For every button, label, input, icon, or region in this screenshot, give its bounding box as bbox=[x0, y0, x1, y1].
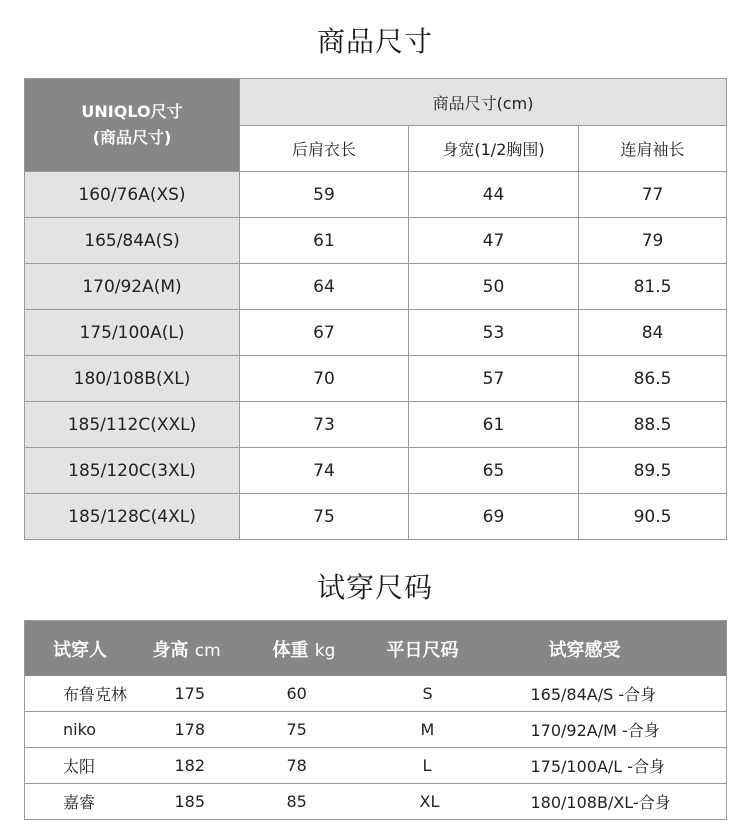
fit-row bbox=[25, 784, 727, 820]
table-cell: 50 bbox=[409, 264, 579, 310]
table-cell: 69 bbox=[409, 494, 579, 540]
header-fit: 试穿感受 bbox=[527, 621, 727, 677]
usual-size-value: S bbox=[385, 676, 527, 712]
fit-header-row bbox=[25, 621, 727, 677]
table-row bbox=[25, 448, 727, 494]
size-chart-table bbox=[24, 78, 727, 540]
table-cell: 73 bbox=[240, 402, 409, 448]
column-header: 身宽(1/2胸围) bbox=[409, 126, 579, 172]
table-cell: 53 bbox=[409, 310, 579, 356]
table-row bbox=[25, 402, 727, 448]
table-cell: 67 bbox=[240, 310, 409, 356]
table-cell: 64 bbox=[240, 264, 409, 310]
table-cell: 81.5 bbox=[579, 264, 727, 310]
fit-value: 180/108B/XL-合身 bbox=[527, 784, 727, 820]
header-weight bbox=[265, 621, 385, 677]
fit-row bbox=[25, 712, 727, 748]
fit-row bbox=[25, 676, 727, 712]
person-name: 嘉睿 bbox=[25, 784, 153, 820]
fit-value: 175/100A/L -合身 bbox=[527, 748, 727, 784]
size-label: 160/76A(XS) bbox=[25, 172, 240, 218]
group-header: 商品尺寸(cm) bbox=[240, 79, 727, 126]
fit-chart-title: 试穿尺码 bbox=[316, 571, 433, 604]
table-cell: 84 bbox=[579, 310, 727, 356]
header-usual-size: 平日尺码 bbox=[385, 621, 527, 677]
table-cell: 77 bbox=[579, 172, 727, 218]
table-row bbox=[25, 310, 727, 356]
table-cell: 65 bbox=[409, 448, 579, 494]
table-cell: 86.5 bbox=[579, 356, 727, 402]
table-row bbox=[25, 356, 727, 402]
size-label: 185/112C(XXL) bbox=[25, 402, 240, 448]
table-cell: 59 bbox=[240, 172, 409, 218]
size-label: 170/92A(M) bbox=[25, 264, 240, 310]
person-name: niko bbox=[25, 712, 153, 748]
height-value: 182 bbox=[153, 748, 265, 784]
table-row bbox=[25, 172, 727, 218]
person-name: 布鲁克林 bbox=[25, 676, 153, 712]
header-height-unit: cm bbox=[194, 640, 221, 661]
fit-value: 165/84A/S -合身 bbox=[527, 676, 727, 712]
size-label: 180/108B(XL) bbox=[25, 356, 240, 402]
size-label: 175/100A(L) bbox=[25, 310, 240, 356]
fit-chart-table bbox=[24, 620, 727, 820]
column-header: 后肩衣长 bbox=[240, 126, 409, 172]
column-header: 连肩袖长 bbox=[579, 126, 727, 172]
corner-line-1: UNIQLO尺寸 bbox=[81, 102, 183, 121]
size-label: 165/84A(S) bbox=[25, 218, 240, 264]
fit-row bbox=[25, 748, 727, 784]
size-label: 185/128C(4XL) bbox=[25, 494, 240, 540]
table-cell: 70 bbox=[240, 356, 409, 402]
header-height bbox=[153, 621, 265, 677]
table-cell: 88.5 bbox=[579, 402, 727, 448]
weight-value: 60 bbox=[265, 676, 385, 712]
table-cell: 57 bbox=[409, 356, 579, 402]
table-cell: 75 bbox=[240, 494, 409, 540]
corner-line-2: (商品尺寸) bbox=[92, 128, 172, 147]
size-corner-header bbox=[25, 79, 240, 172]
usual-size-value: L bbox=[385, 748, 527, 784]
usual-size-value: XL bbox=[385, 784, 527, 820]
height-value: 175 bbox=[153, 676, 265, 712]
table-cell: 90.5 bbox=[579, 494, 727, 540]
size-chart-title: 商品尺寸 bbox=[316, 25, 433, 58]
table-cell: 74 bbox=[240, 448, 409, 494]
size-label: 185/120C(3XL) bbox=[25, 448, 240, 494]
table-cell: 47 bbox=[409, 218, 579, 264]
table-cell: 44 bbox=[409, 172, 579, 218]
fit-value: 170/92A/M -合身 bbox=[527, 712, 727, 748]
person-name: 太阳 bbox=[25, 748, 153, 784]
table-cell: 89.5 bbox=[579, 448, 727, 494]
table-cell: 79 bbox=[579, 218, 727, 264]
header-weight-label: 体重 bbox=[272, 639, 309, 661]
weight-value: 85 bbox=[265, 784, 385, 820]
usual-size-value: M bbox=[385, 712, 527, 748]
weight-value: 75 bbox=[265, 712, 385, 748]
table-cell: 61 bbox=[240, 218, 409, 264]
height-value: 185 bbox=[153, 784, 265, 820]
header-weight-unit: kg bbox=[314, 640, 336, 661]
weight-value: 78 bbox=[265, 748, 385, 784]
table-cell: 61 bbox=[409, 402, 579, 448]
height-value: 178 bbox=[153, 712, 265, 748]
header-person: 试穿人 bbox=[25, 621, 153, 677]
table-row bbox=[25, 264, 727, 310]
table-row bbox=[25, 494, 727, 540]
header-height-label: 身高 bbox=[152, 639, 189, 661]
table-row bbox=[25, 218, 727, 264]
